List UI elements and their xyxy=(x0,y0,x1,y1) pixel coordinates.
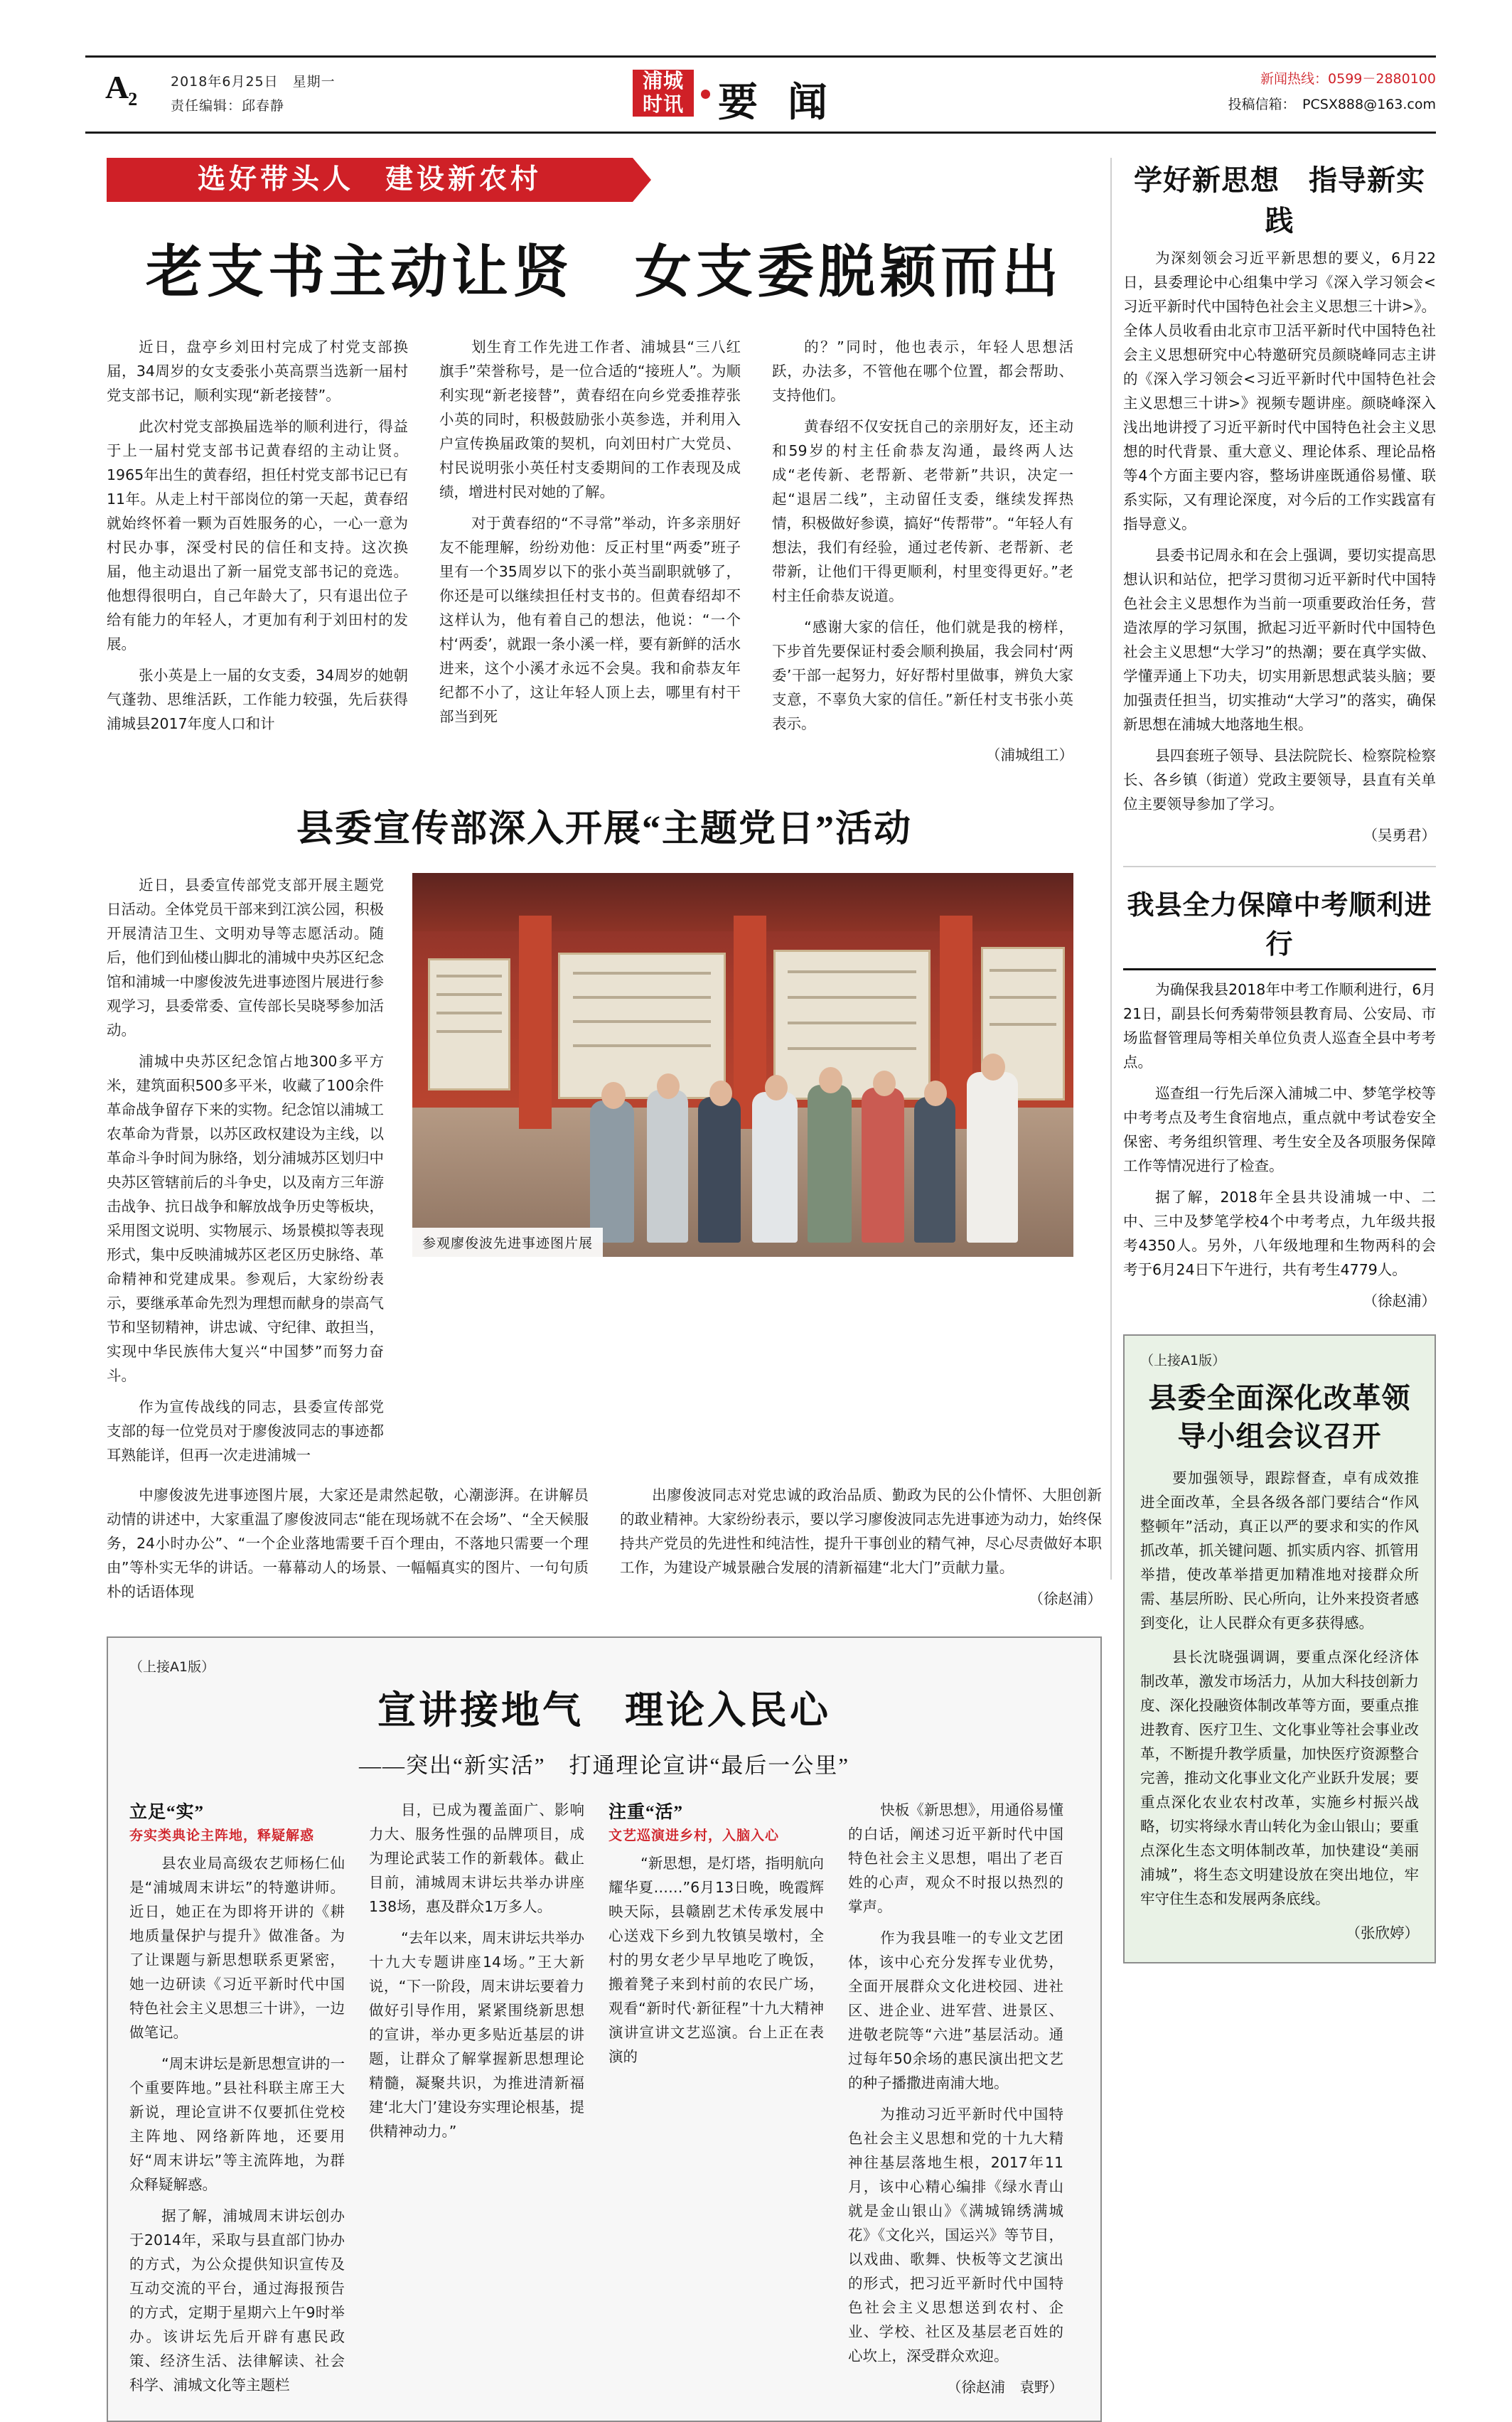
photo-exhibit-board xyxy=(558,953,726,1099)
paragraph: 划生育工作先进工作者、浦城县“三八红旗手”荣誉称号，是一位合适的“接班人”。为顺利实现“新老接替”，黄春绍在向乡党委推荐张小英的同时，积极鼓励张小英参选，并利用入户宣传换届政策的契机，向刘田村广大党员、村民说明张小英任村支委期间的工作表现及成绩，增进村民对她的了解。 xyxy=(439,338,741,500)
photo-exhibit-board xyxy=(428,958,510,1091)
right-article2-headline: 我县全力保障中考顺利进行 xyxy=(1123,883,1436,970)
photo-person xyxy=(590,1100,634,1243)
paragraph: 巡查组一行先后深入浦城二中、梦笔学校等中考考点及考生食宿地点，重点就中考试卷安全保密、考务组织管理、考生安全及各项服务保障工作等情况进行了检查。 xyxy=(1123,1085,1436,1174)
paragraph: “感谢大家的信任，他们就是我的榜样，下步首先要保证村委会顺利换届，我会同村‘两委’干部一起努力，好好帮村里做事，辨负大家支意，不辜负大家的信任。”新任村支书张小英表示。 xyxy=(772,618,1073,732)
photo-person-head xyxy=(981,1054,1005,1081)
paragraph: 为深刻领会习近平新思想的要义，6月22日，县委理论中心组集中学习《深入学习领会<习近平新时代中国特色社会主义思想三十讲>》。全体人员收看由北京市卫活平新时代中国特色社会主义思想研究中心特邀研究员颜晓峰同志主讲的《深入学习领会<习近平新时代中国特色社会主义思想三十讲>》视频专题讲座。颜晓峰深入浅出地讲授了习近平新时代中国特色社会主义思想的时代背景、重大意义、理论体系、理论品格等4个方面主要内容，整场讲座既通俗易懂、联系实际，又有理论深度，对今后的工作实践富有指导意义。 xyxy=(1123,250,1436,532)
right-article3-byline: （张欣婷） xyxy=(1346,1924,1419,1941)
article1-byline: （浦城组工） xyxy=(986,746,1073,763)
right-divider xyxy=(1123,866,1436,867)
logo-line-2: 时讯 xyxy=(642,94,684,116)
article3-column-1 xyxy=(129,1798,345,2399)
photo-person xyxy=(914,1097,955,1243)
photo-person-head xyxy=(819,1067,842,1093)
paragraph: 黄春绍不仅安抚自己的亲朋好友，还主动和59岁的村主任俞恭友沟通，最终两人达成“老传新、老帮新、老带新”共识，决定一起“退居二线”，主动留任支委，继续发挥热情，积极做好参谟，搞好“传帮带”。“年轻人有想法，我们有经验，通过老传新、老帮新、老带新，让他们干得更顺利，村里变得更好。”老村主任俞恭友说道。 xyxy=(772,418,1073,604)
paragraph: 县四套班子领导、县法院院长、检察院检察长、各乡镇（街道）党政主要领导，县直有关单位主要领导参加了学习。 xyxy=(1123,747,1436,813)
article2-byline: （徐赵浦） xyxy=(1029,1590,1102,1607)
paragraph: 浦城中央苏区纪念馆占地300多平方米，建筑面积500多平米，收藏了100余件革命战争留存下来的实物。纪念馆以浦城工农革命为背景，以苏区政权建设为主线，以革命斗争时间为脉络，划分浦城苏区划归中央苏区管辖前后的斗争史，以及南方三年游击战争、抗日战争和解放战争历史等板块，采用图文说明、实物展示、场景模拟等表现形式，集中反映浦城苏区老区历史脉络、革命精神和党建成果。参观后，大家纷纷表示，要继承革命先烈为理想而献身的崇高气节和坚韧精神，讲忠诚、守纪律、敢担当，实现中华民族伟大复兴“中国梦”而努力奋斗。 xyxy=(107,1053,384,1384)
page-number-badge xyxy=(105,68,149,111)
newspaper-logo xyxy=(633,67,839,125)
paragraph: 县农业局高级农艺师杨仁仙是“浦城周末讲坛”的特邀讲师。近日，她正在为即将开讲的《耕地质量保护与提升》做准备。为了让课题与新思想联系更紧密，她一边研读《习近平新时代中国特色社会主义思想三十讲》，一边做笔记。 xyxy=(129,1855,345,2041)
news-hotline: 新闻热线：0599－2880100 xyxy=(1260,71,1436,87)
logo-line-1: 浦城 xyxy=(642,70,684,92)
photo-person-head xyxy=(709,1081,732,1106)
paragraph: “周末讲坛是新思想宣讲的一个重要阵地。”县社科联主席王大新说，理论宣讲不仅要抓住党校主阵地、网络新阵地，还要用好“周末讲坛”等主流阵地，为群众释疑解惑。 xyxy=(129,2055,345,2193)
logo-badge xyxy=(633,70,694,117)
paragraph: 快板《新思想》，用通俗易懂的白话，阐述习近平新时代中国特色社会主义思想，唱出了老百姓的心声，观众不时报以热烈的掌声。 xyxy=(848,1801,1063,1915)
article2-column-b xyxy=(620,1483,1102,1611)
section-title: 要 闻 xyxy=(718,81,837,125)
paragraph: 对于黄春绍的“不寻常”举动，许多亲朋好友不能理解，纷纷劝他：反正村里“两委”班子里有一个35周岁以下的张小英当副职就够了，你还是可以继续担任村支书的。但黄春绍却不这样认为，他有着自己的想法，他说：“一个村‘两委’，就跟一条小溪一样，要有新鲜的活水进来，这个小溪才永远不会臭。我和俞恭友年纪都不小了，这让年轻人顶上去，哪里有村干部当到死 xyxy=(439,515,741,725)
article3-box xyxy=(107,1636,1102,2422)
photo-person xyxy=(808,1085,852,1243)
photo-pillar xyxy=(519,916,552,1129)
photo-person xyxy=(967,1072,1018,1243)
article3-continued-label: （上接A1版） xyxy=(129,1659,215,1675)
paragraph: 据了解，浦城周末讲坛创办于2014年，采取与县直部门协办的方式，为公众提供知识宣传及互动交流的平台，通过海报预告的方式，定期于星期六上午9时举办。该讲坛先后开辟有惠民政策、经济生活、法律解读、社会科学、浦城文化等主题栏 xyxy=(129,2207,345,2394)
page-badge-number: 2 xyxy=(128,89,137,110)
publication-date: 2018年6月25日 星期一 xyxy=(171,74,336,90)
paragraph: 为推动习近平新时代中国特色社会主义思想和党的十九大精神往基层落地生根，2017年11月，该中心精心编排《绿水青山就是金山银山》《满城锦绣满城花》《文化兴，国运兴》等节目，以戏曲、歌舞、快板等文艺演出的形式，把习近平新时代中国特色社会主义思想送到农村、企业、学校、社区及基层老百姓的心坎上，深受群众欢迎。 xyxy=(848,2106,1063,2364)
photo-person xyxy=(698,1097,741,1243)
masthead xyxy=(85,55,1436,134)
masthead-rule-top xyxy=(85,55,1436,58)
paragraph: 作为我县唯一的专业文艺团体，该中心充分发挥专业优势，全面开展群众文化进校园、进社区、进企业、进军营、进景区、进敬老院等“六进”基层活动。通过每年50余场的惠民演出把文艺的种子播撒进南浦大地。 xyxy=(848,1929,1063,2091)
article2-column-a xyxy=(107,1483,589,1611)
article1-headline: 老支书主动让贤 女支委脱颖而出 xyxy=(146,242,1063,304)
editor-credit: 责任编辑：邱春静 xyxy=(171,98,285,114)
article1-column-3 xyxy=(772,335,1073,767)
article3-subheadline: ——突出“新实活” 打通理论宣讲“最后一公里” xyxy=(358,1753,850,1778)
paragraph: 此次村党支部换届选举的顺利进行，得益于上一届村党支部书记黄春绍的主动让贤。1965年出生的黄春绍，担任村党支部书记已有11年。从走上村干部岗位的第一天起，黄春绍就始终怀着一颗为百姓服务的心，一心一意为村民办事，深受村民的信任和支持。这次换届，他主动退出了新一届党支部书记的竞选。他想得很明白，自己年龄大了，只有退出位子给有能力的年轻人，才更加有利于刘田村的发展。 xyxy=(107,418,408,653)
paragraph: 近日，县委宣传部党支部开展主题党日活动。全体党员干部来到江滨公园，积极开展清洁卫生、文明劝导等志愿活动。随后，他们到仙楼山脚北的浦城中央苏区纪念馆和浦城一中廖俊波先进事迹图片展进行参观学习，县委常委、宣传部长吴晓琴参加活动。 xyxy=(107,877,384,1039)
right-article2-byline: （徐赵浦） xyxy=(1363,1292,1436,1309)
section-heading: 立足“实” xyxy=(129,1803,205,1822)
paragraph: 近日，盘亭乡刘田村完成了村党支部换届，34周岁的女支委张小英高票当选新一届村党支部书记，顺利实现“新老接替”。 xyxy=(107,338,408,404)
article2-top xyxy=(107,873,1102,1467)
right-article3-continued-label: （上接A1版） xyxy=(1140,1353,1226,1368)
paragraph: 目，已成为覆盖面广、影响力大、服务性强的品牌项目，成为理论武装工作的新载体。截止目前，浦城周末讲坛共举办讲座138场，惠及群众1万多人。 xyxy=(369,1801,584,1915)
right-article1-byline: （吴勇君） xyxy=(1363,827,1436,844)
section-subheading: 文艺巡演进乡村，入脑入心 xyxy=(608,1828,780,1843)
article3-byline: （徐赵浦 袁野） xyxy=(947,2379,1063,2396)
right-article3-box xyxy=(1123,1334,1436,1963)
article2-column-left xyxy=(107,873,384,1467)
submission-email: 投稿信箱： PCSX888@163.com xyxy=(1228,97,1436,112)
article1-column-2 xyxy=(439,335,741,767)
column-divider xyxy=(1110,158,1112,1580)
section-subheading: 夯实类典论主阵地，释疑解惑 xyxy=(129,1828,315,1843)
article3-headline: 宣讲接地气 理论入民心 xyxy=(377,1689,831,1732)
left-content-zone xyxy=(107,158,1102,2422)
right-article1-headline: 学好新思想 指导新实践 xyxy=(1134,164,1425,237)
paragraph: “去年以来，周末讲坛共举办十九大专题讲座14场。”王大新说，“下一阶段，周末讲坛要着力做好引导作用，紧紧围绕新思想的宣讲，举办更多贴近基层的讲题，让群众了解掌握新思想理论精髓，凝聚共识，为推进清新福建‘北大门’建设夯实理论根基，提供精神动力。” xyxy=(369,1929,584,2140)
paragraph: “新思想，是灯塔，指明航向耀华夏……”6月13日晚，晚霞辉映天际，县赣剧艺术传承发展中心送戏下乡到九牧镇吴墩村，全村的男女老少早早地吃了晚饭，搬着凳子来到村前的农民广场，观看“新时代·新征程”十九大精神演讲宣讲文艺巡演。台上正在表演的 xyxy=(608,1855,824,2065)
article3-column-3 xyxy=(608,1798,824,2399)
logo-dot-icon xyxy=(701,90,710,99)
article3-body xyxy=(129,1798,1079,2399)
photo-person xyxy=(862,1088,904,1243)
paragraph: 的？”同时，他也表示，年轻人思想活跃，办法多，不管他在哪个位置，都会帮助、支持他们。 xyxy=(772,338,1073,404)
right-article3-headline: 县委全面深化改革领导小组会议召开 xyxy=(1148,1382,1411,1452)
photo-person-head xyxy=(657,1073,680,1099)
photo-person-head xyxy=(924,1081,947,1106)
paragraph: 县长沈晓强调调，要重点深化经济体制改革，激发市场活力，从加大科技创新力度、深化投融资体制改革等方面，要重点推进教育、医疗卫生、文化事业等社会事业改革，不断提升教学质量，加快医疗资源整合完善，推动文化事业文化产业跃升发展；要重点深化农业农村改革，实施乡村振兴战略，切实将绿水青山转化为金山银山；要重点深化生态文明体制改革，加快建设“美丽浦城”，将生态文明建设放在突出地位，牢牢守住生态和发展两条底线。 xyxy=(1140,1649,1419,1907)
masthead-rule-bottom xyxy=(85,132,1436,134)
article2-photo xyxy=(412,873,1073,1257)
paragraph: 为确保我县2018年中考工作顺利进行，6月21日，副县长何秀菊带领县教育局、公安局、市场监督管理局等相关单位负责人巡查全县中考考点。 xyxy=(1123,981,1436,1071)
article2-photo-wrap xyxy=(412,873,1073,1467)
photo-person-head xyxy=(601,1082,626,1109)
article3-column-4 xyxy=(848,1798,1063,2399)
paragraph: 据了解，2018年全县共设浦城一中、二中、三中及梦笔学校4个中考考点，九年级共报考4350人。另外，八年级地理和生物两科的会考于6月24日下午进行，共有考生4779人。 xyxy=(1123,1189,1436,1278)
paragraph: 张小英是上一届的女支委，34周岁的她朝气蓬勃、思维活跃，工作能力较强，先后获得浦城县2017年度人口和计 xyxy=(107,667,408,732)
paragraph: 要加强领导，跟踪督查，卓有成效推进全面改革，全县各级各部门要结合“作风整顿年”活动，真正以严的要求和实的作风抓改革，抓关键问题、抓实质内容、抓管用举措，使改革举措更加精准地对接群众所需、基层所盼、民心所向，让外来投资者感到变化，让人民群众有更多获得感。 xyxy=(1140,1469,1419,1631)
article2-headline: 县委宣传部深入开展“主题党日”活动 xyxy=(296,809,912,850)
photo-person xyxy=(647,1090,688,1243)
article3-column-2 xyxy=(369,1798,584,2399)
photo-person xyxy=(752,1092,798,1243)
photo-caption: 参观廖俊波先进事迹图片展 xyxy=(412,1228,603,1257)
section-heading: 注重“活” xyxy=(608,1803,684,1822)
right-content-zone xyxy=(1123,158,1436,1963)
article1-column-1 xyxy=(107,335,408,767)
paragraph: 作为宣传战线的同志，县委宣传部党支部的每一位党员对于廖俊波同志的事迹都耳熟能详，但再一次走进浦城一 xyxy=(107,1398,384,1464)
photo-exhibit-board xyxy=(773,950,931,1100)
page-badge-letter: A xyxy=(105,69,129,105)
paragraph: 出廖俊波同志对党忠诚的政治品质、勤政为民的公仆情怀、大胆创新的敢业精神。大家纷纷表示，要以学习廖俊波同志先进事迹为动力，始终保持共产党员的先进性和纯洁性，提升干事创业的精气神，尽心尽责做好本职工作，为建设产城景融合发展的清新福建“北大门”贡献力量。 xyxy=(620,1486,1102,1576)
article2-bottom xyxy=(107,1483,1102,1611)
paragraph: 中廖俊波先进事迹图片展，大家还是肃然起敬，心潮澎湃。在讲解员动情的讲述中，大家重温了廖俊波同志“能在现场就不在会场”、“全天候服务，24小时办公”、“一个企业落地需要千百个理由，不落地只需要一个理由”等朴实无华的讲话。一幕幕动人的场景、一幅幅真实的图片、一句句质朴的话语体现 xyxy=(107,1486,589,1600)
article1-body xyxy=(107,335,1102,767)
paragraph: 县委书记周永和在会上强调，要切实提高思想认识和站位，把学习贯彻习近平新时代中国特色社会主义思想作为当前一项重要政治任务，营造浓厚的学习氛围，掀起习近平新时代中国特色社会主义思想“大学习”的热潮；要在真学实做、学懂弄通上下功夫，切实用新思想武装头脑；要加强责任担当，切实推动“大学习”的落实，确保新思想在浦城大地落地生根。 xyxy=(1123,547,1436,733)
photo-person-head xyxy=(873,1071,896,1096)
photo-person-head xyxy=(765,1075,788,1100)
article1-banner: 选好带头人 建设新农村 xyxy=(107,158,633,202)
